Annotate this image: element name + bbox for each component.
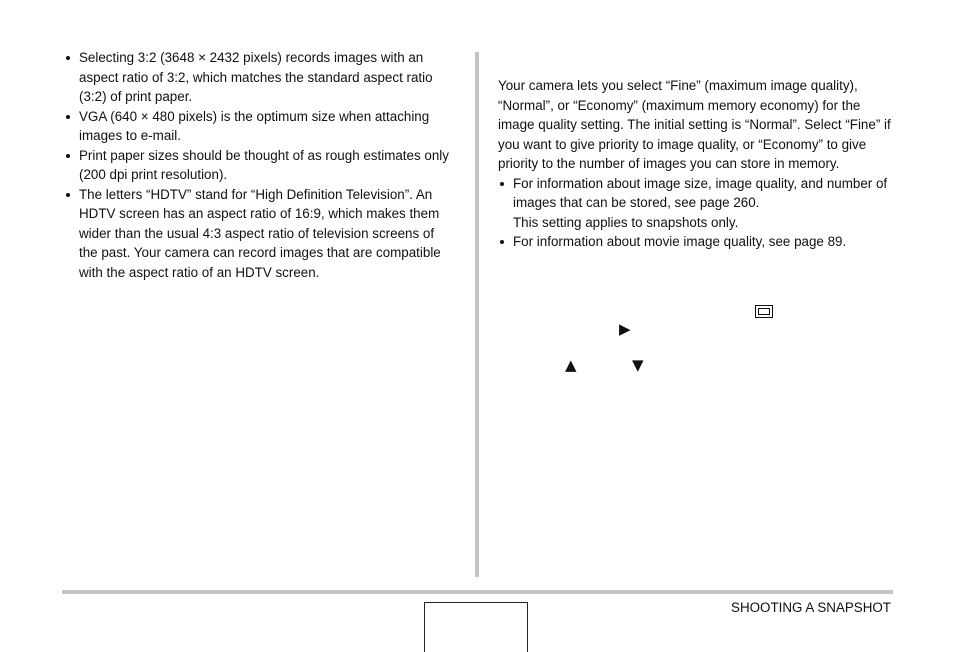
up-arrow-icon: ▲ (565, 356, 577, 374)
frame-icon-inner (758, 308, 770, 315)
list-item: The letters “HDTV” stand for “High Definition Television”. An HDTV screen has an aspect ratio of 16:9, which makes them wider than the usual 4:3 aspect ratio of television screens of the past. Your camera can record images that are compatible with the aspect ratio of an HDTV screen. (64, 185, 456, 283)
list-item: Print paper sizes should be thought of as rough estimates only (200 dpi print resolution). (64, 146, 456, 185)
list-item (498, 174, 894, 233)
list-item: Selecting 3:2 (3648 × 2432 pixels) records images with an aspect ratio of 3:2, which matches the standard aspect ratio (3:2) of print paper. (64, 48, 456, 107)
bullet-text: For information about movie image quality, see page 89. (513, 234, 847, 249)
frame-icon (755, 305, 773, 318)
down-arrow-icon: ▼ (632, 356, 644, 374)
right-bullet-list (498, 174, 894, 252)
page-number-box (424, 602, 528, 652)
bullet-note: This setting applies to snapshots only. (513, 214, 739, 230)
section-title: SHOOTING A SNAPSHOT (731, 600, 891, 615)
bullet-text: For information about image size, image quality, and number of images that can be stored, see page 260. (513, 175, 888, 210)
footer-rule (62, 590, 893, 594)
intro-paragraph: Your camera lets you select “Fine” (maximum image quality), “Normal”, or “Economy” (maximum memory economy) for the image quality setting. The initial setting is “Normal”. Select “Fine” if you want to give priority to image quality, or “Economy” to give priority to the number of images you can store in memory. (498, 78, 891, 171)
left-bullet-list (64, 48, 456, 282)
list-item: VGA (640 × 480 pixels) is the optimum size when attaching images to e-mail. (64, 107, 456, 146)
left-column (64, 48, 456, 282)
list-item (498, 232, 894, 252)
intro-section (498, 76, 894, 174)
right-arrow-icon: ▶ (619, 320, 631, 338)
right-column (498, 76, 894, 252)
column-divider (475, 52, 479, 577)
